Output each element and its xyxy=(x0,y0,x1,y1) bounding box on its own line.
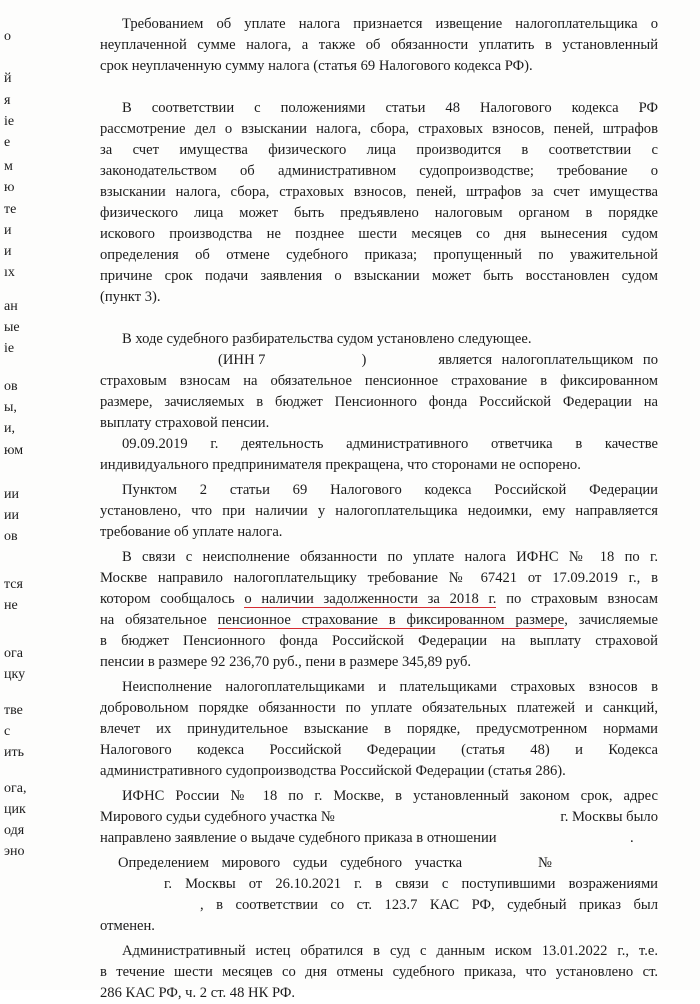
margin-fragment: я xyxy=(4,93,11,108)
margin-fragment: ии xyxy=(4,487,19,502)
text-line: физического лица может быть предъявлено налоговым органом в порядке xyxy=(100,205,658,221)
text-line: 286 КАС РФ, ч. 2 ст. 48 НК РФ. xyxy=(100,985,296,1001)
text-line: (ИНН 7 ) является налогоплательщиком по xyxy=(100,350,658,371)
taxpayer-status: является налогоплательщиком по xyxy=(438,352,658,368)
paragraph-demand-sent xyxy=(100,547,658,673)
margin-fragment: ии xyxy=(4,508,19,523)
text-line: (пункт 3). xyxy=(100,289,161,305)
margin-fragment: и xyxy=(4,223,12,238)
margin-fragment: тве xyxy=(4,703,23,718)
text-line: определения об отмене судебного приказа; пропущенный по уважительной xyxy=(100,247,658,263)
margin-fragment: и xyxy=(4,244,12,259)
margin-fragment: цик xyxy=(4,802,26,817)
margin-fragment: ов xyxy=(4,529,18,544)
margin-fragment: не xyxy=(4,598,18,613)
text-line: направлено заявление о выдаче судебного приказа в отношении . xyxy=(100,830,634,846)
text-line: Пунктом 2 статьи 69 Налогового кодекса Российской Федерации xyxy=(122,482,658,498)
text-line: котором сообщалось о наличии задолженности за 2018 г. по страховым взносам xyxy=(100,591,658,607)
text-line: Москве направило налогоплательщику требование № 67421 от 17.09.2019 г., в xyxy=(100,570,658,586)
text-line: отменен. xyxy=(100,918,155,934)
margin-fragment: іе xyxy=(4,114,15,129)
text-line: Мирового судьи судебного участка № г. Москвы было xyxy=(100,809,658,825)
margin-fragment: м xyxy=(4,159,13,174)
margin-fragment: іе xyxy=(4,341,15,356)
text-line: ИФНС России № 18 по г. Москве, в установленный законом срок, адрес xyxy=(122,788,658,804)
margin-fragment: ы, xyxy=(4,400,17,415)
paragraph-article-48 xyxy=(100,98,658,308)
text-line: влечет их принудительное взыскание в порядке, предусмотренном нормами xyxy=(100,721,658,737)
margin-fragment: ога xyxy=(4,646,23,661)
text-line: выплату страховой пенсии. xyxy=(100,415,270,431)
text-line: причине срок подачи заявления о взыскании может быть восстановлен судом xyxy=(100,268,658,284)
margin-fragment: ю xyxy=(4,180,15,195)
text-line: срок неуплаченную сумму налога (статья 69 Налогового кодекса РФ). xyxy=(100,58,533,74)
paragraph-tax-demand-definition xyxy=(100,14,658,77)
text-line: г. Москвы от 26.10.2021 г. в связи с поступившими возражениями xyxy=(164,876,658,892)
margin-fragment: одя xyxy=(4,823,25,838)
left-margin-fragments xyxy=(4,0,34,990)
paragraph-claim-filed xyxy=(100,941,658,1004)
margin-fragment: эно xyxy=(4,844,25,859)
margin-fragment: ов xyxy=(4,379,18,394)
text-line: административного судопроизводства Российской Федерации (статья 286). xyxy=(100,763,566,779)
text-line: Административный истец обратился в суд с данным иском 13.01.2022 г., т.е. xyxy=(122,943,658,959)
text-line: размере, зачисляемых в бюджет Пенсионного фонда Российской Федерации на xyxy=(100,394,658,410)
text-line: за счет имущества физического лица производится в соответствии с xyxy=(100,142,658,158)
margin-fragment: юм xyxy=(4,443,24,458)
margin-fragment: о xyxy=(4,29,11,44)
text-line: индивидуального предпринимателя прекращена, что сторонами не оспорено. xyxy=(100,457,581,473)
margin-fragment: те xyxy=(4,202,17,217)
text-line: требование об уплате налога. xyxy=(100,524,283,540)
margin-fragment: ıх xyxy=(4,265,15,280)
text-line: добровольном порядке обязанности по уплате обязательных платежей и санкций, xyxy=(100,700,658,716)
document-body xyxy=(100,14,658,1004)
underlined-debt-2018: о наличии задолженности за 2018 г. xyxy=(244,591,497,607)
paragraph-non-fulfillment xyxy=(100,677,658,782)
text-line: пенсии в размере 92 236,70 руб., пени в размере 345,89 руб. xyxy=(100,654,472,670)
text-line: 09.09.2019 г. деятельность административного ответчика в качестве xyxy=(122,436,658,452)
text-line: страховым взносам на обязательное пенсионное страхование в фиксированном xyxy=(100,373,658,389)
margin-fragment: ан xyxy=(4,299,18,314)
text-line: , в соответствии со ст. 123.7 КАС РФ, судебный приказ был xyxy=(200,897,658,913)
text-line: законодательством об административном судопроизводстве; требование о xyxy=(100,163,658,179)
inn-label: (ИНН 7 xyxy=(218,352,266,368)
text-line: Требованием об уплате налога признается извещение налогоплательщика о xyxy=(122,16,658,32)
paragraph-court-established: В ходе судебного разбирательства судом установлено следующее. xyxy=(122,331,532,347)
margin-fragment: ые xyxy=(4,320,20,335)
text-line: взыскании налога, сбора, страховых взносов, пеней, штрафов за счет имущества xyxy=(100,184,658,200)
margin-fragment: с xyxy=(4,724,11,739)
paragraph-taxpayer xyxy=(100,350,658,434)
underlined-pension-insurance: пенсионное страхование в фиксированном размере xyxy=(217,612,565,628)
margin-fragment: ить xyxy=(4,745,24,760)
paragraph-order-cancelled xyxy=(100,853,658,937)
margin-fragment: й xyxy=(4,71,12,86)
margin-fragment: цку xyxy=(4,667,26,682)
paragraph-activity-terminated xyxy=(100,434,658,476)
text-line: искового производства не позднее шести месяцев со дня вынесения судом xyxy=(100,226,658,242)
text-line: в течение шести месяцев со дня отмены судебного приказа, что установлено ст. xyxy=(100,964,658,980)
text-line: Определением мирового судьи судебного участка № xyxy=(118,855,552,871)
text-line: в бюджет Пенсионного фонда Российской Федерации на выплату страховой xyxy=(100,633,658,649)
text-line: В соответствии с положениями статьи 48 Налогового кодекса РФ xyxy=(122,100,658,116)
paragraph-court-order-request xyxy=(100,786,658,849)
margin-fragment: тся xyxy=(4,577,23,592)
margin-fragment: е xyxy=(4,135,11,150)
text-line: неуплаченной сумме налога, а также об обязанности уплатить в установленный xyxy=(100,37,658,53)
text-line: рассмотрение дел о взыскании налога, сбора, страховых взносов, пеней, штрафов xyxy=(100,121,658,137)
margin-fragment: и, xyxy=(4,421,15,436)
paragraph-article-69 xyxy=(100,480,658,543)
text-line: Налогового кодекса Российской Федерации (статья 48) и Кодекса xyxy=(100,742,658,758)
text-line: установлено, что при наличии у налогоплательщика недоимки, ему направляется xyxy=(100,503,658,519)
margin-fragment: ога, xyxy=(4,781,27,796)
text-line: В связи с неисполнение обязанности по уплате налога ИФНС № 18 по г. xyxy=(122,549,658,565)
text-line: на обязательное пенсионное страхование в фиксированном размере, зачисляемые xyxy=(100,612,659,628)
text-line: Неисполнение налогоплательщиками и плательщиками страховых взносов в xyxy=(122,679,658,695)
